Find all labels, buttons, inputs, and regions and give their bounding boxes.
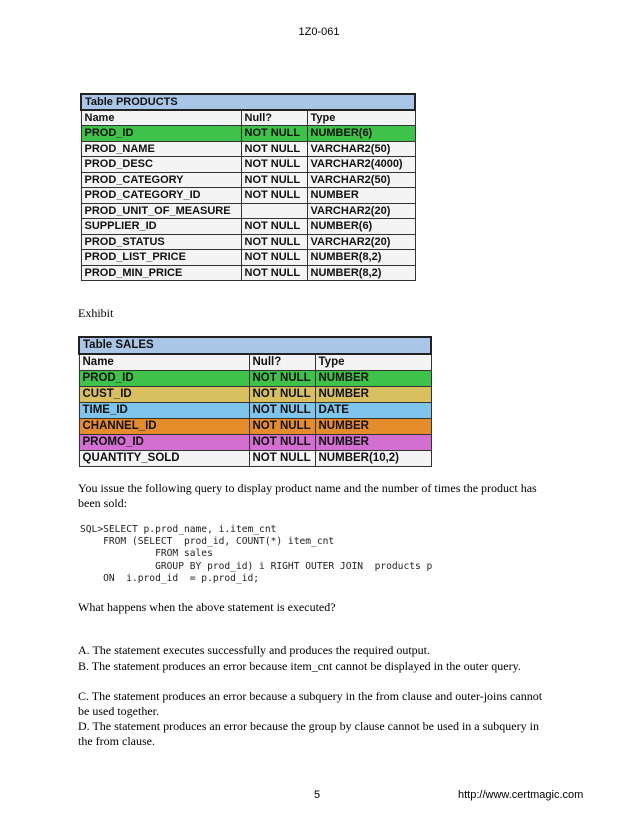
cell-name: PROD_LIST_PRICE — [81, 250, 241, 266]
cell-type: VARCHAR2(50) — [307, 172, 415, 188]
cell-null: NOT NULL — [241, 188, 307, 204]
cell-type: NUMBER(8,2) — [307, 265, 415, 281]
cell-name: PROD_ID — [79, 371, 249, 387]
products-table — [80, 93, 416, 281]
sales-table — [78, 336, 432, 467]
cell-null: NOT NULL — [241, 157, 307, 173]
cell-null — [241, 203, 307, 219]
cell-null: NOT NULL — [249, 451, 315, 467]
cell-null: NOT NULL — [249, 435, 315, 451]
cell-name: SUPPLIER_ID — [81, 219, 241, 235]
sql-line: GROUP BY prod_id) i RIGHT OUTER JOIN products p — [80, 560, 433, 572]
cell-null: NOT NULL — [249, 419, 315, 435]
table-row — [79, 435, 431, 451]
cell-type: NUMBER — [315, 419, 431, 435]
cell-type: NUMBER — [307, 188, 415, 204]
table-row — [79, 371, 431, 387]
cell-null: NOT NULL — [249, 387, 315, 403]
column-header-type: Type — [307, 110, 415, 126]
cell-name: TIME_ID — [79, 403, 249, 419]
cell-null: NOT NULL — [249, 403, 315, 419]
table-row — [79, 403, 431, 419]
column-header-null: Null? — [249, 354, 315, 371]
cell-name: PROD_CATEGORY_ID — [81, 188, 241, 204]
cell-type: VARCHAR2(20) — [307, 234, 415, 250]
footer-url: http://www.certmagic.com — [458, 789, 584, 801]
table-row — [79, 387, 431, 403]
table-row — [79, 419, 431, 435]
option-c: C. The statement produces an error because a subquery in the from clause and outer-joins cannot be used together. — [78, 689, 543, 718]
cell-type: VARCHAR2(50) — [307, 141, 415, 157]
table-row — [81, 234, 415, 250]
cell-type: NUMBER — [315, 435, 431, 451]
cell-name: QUANTITY_SOLD — [79, 451, 249, 467]
table-row — [81, 219, 415, 235]
cell-type: NUMBER(8,2) — [307, 250, 415, 266]
cell-name: PROD_DESC — [81, 157, 241, 173]
cell-null: NOT NULL — [241, 219, 307, 235]
question-intro: You issue the following query to display product name and the number of times the product has been sold: — [78, 481, 537, 510]
cell-name: PROD_ID — [81, 126, 241, 142]
cell-name: PROD_CATEGORY — [81, 172, 241, 188]
cell-null: NOT NULL — [241, 265, 307, 281]
products-table-caption: Table PRODUCTS — [81, 94, 415, 110]
column-header-type: Type — [315, 354, 431, 371]
cell-type: NUMBER — [315, 387, 431, 403]
cell-null: NOT NULL — [241, 141, 307, 157]
page-number: 5 — [314, 789, 321, 801]
table-row — [81, 172, 415, 188]
sql-line: FROM (SELECT prod_id, COUNT(*) item_cnt — [80, 536, 335, 548]
cell-null: NOT NULL — [241, 172, 307, 188]
option-b: B. The statement produces an error because item_cnt cannot be displayed in the outer query. — [78, 659, 521, 673]
cell-type: DATE — [315, 403, 431, 419]
cell-type: NUMBER(6) — [307, 126, 415, 142]
products-table-body — [81, 126, 415, 281]
cell-type: VARCHAR2(4000) — [307, 157, 415, 173]
table-row — [79, 451, 431, 467]
cell-null: NOT NULL — [241, 250, 307, 266]
cell-name: PROD_UNIT_OF_MEASURE — [81, 203, 241, 219]
sql-line: FROM sales — [80, 548, 213, 560]
table-row — [81, 188, 415, 204]
sql-query-block — [80, 524, 432, 585]
cell-type: NUMBER(10,2) — [315, 451, 431, 467]
sql-line: ON i.prod_id = p.prod_id; — [80, 572, 260, 584]
option-d: D. The statement produces an error because the group by clause cannot be used in a subquery in the from clause. — [78, 719, 539, 748]
table-row — [81, 157, 415, 173]
cell-type: VARCHAR2(20) — [307, 203, 415, 219]
sales-table-caption: Table SALES — [79, 337, 431, 354]
cell-null: NOT NULL — [241, 126, 307, 142]
cell-type: NUMBER — [315, 371, 431, 387]
cell-name: PROD_STATUS — [81, 234, 241, 250]
cell-name: PROD_MIN_PRICE — [81, 265, 241, 281]
cell-name: PROD_NAME — [81, 141, 241, 157]
exam-code-header: 1Z0-061 — [298, 26, 340, 38]
table-row — [81, 203, 415, 219]
question-prompt: What happens when the above statement is executed? — [78, 600, 336, 614]
exhibit-label: Exhibit — [78, 306, 114, 320]
table-row — [81, 141, 415, 157]
sql-line: SQL>SELECT p.prod_name, i.item_cnt — [80, 524, 277, 535]
column-header-name: Name — [79, 354, 249, 371]
table-row — [81, 265, 415, 281]
cell-null: NOT NULL — [241, 234, 307, 250]
cell-type: NUMBER(6) — [307, 219, 415, 235]
table-row — [81, 126, 415, 142]
cell-name: CHANNEL_ID — [79, 419, 249, 435]
column-header-name: Name — [81, 110, 241, 126]
sales-table-body — [79, 371, 431, 467]
cell-name: CUST_ID — [79, 387, 249, 403]
option-a: A. The statement executes successfully and produces the required output. — [78, 643, 431, 657]
cell-name: PROMO_ID — [79, 435, 249, 451]
cell-null: NOT NULL — [249, 371, 315, 387]
column-header-null: Null? — [241, 110, 307, 126]
table-row — [81, 250, 415, 266]
